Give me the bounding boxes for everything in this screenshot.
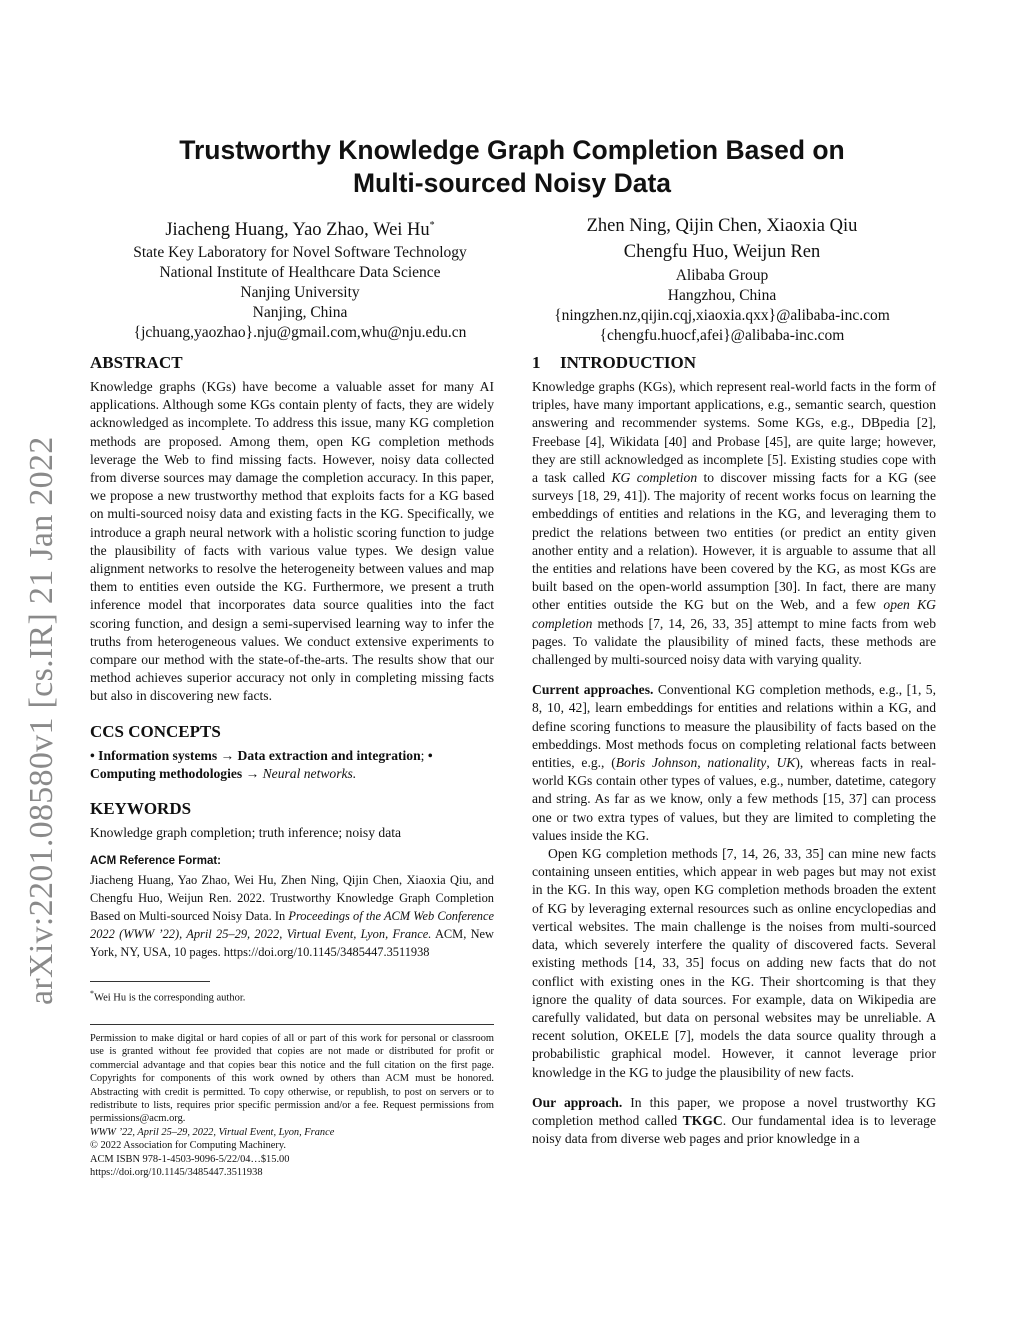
author-email: {ningzhen.nz,qijin.cqj,xiaoxia.qxx}@alibaba-inc.com [554,307,890,324]
intro-paragraph-open-kg: Open KG completion methods [7, 14, 26, 33, 35] can mine new facts containing unseen entities, which appear in web pages but may not exist in the KG. In this way, open KG completion methods broaden the extent of KG by leveraging external resources such as online encyclopedias and vertical websites. The main challenge is the noises from multi-sourced data, which severely interfere the quality of discovered facts. Several existing methods [14, 33, 35] focus on adding new facts that do not conflict with existing ones in the KG. Their shortcoming is that they ignore the quality of data sources. For example, data on Wikipedia are carefully validated, but data on personal websites may be unreliable. A recent solution, OKELE [7], models the data source quality through a probabilistic graphical model. However, it cannot leverage prior knowledge in the KG to judge the plausibility of new facts. [532,846,936,1080]
arrow-icon: → [245,765,260,781]
paper-title [90,134,934,200]
ccs-item: Neural networks. [262,765,357,781]
ccs-item: Information systems [98,747,218,763]
doi-link[interactable]: https://doi.org/10.1145/3485447.3511938 [90,1167,263,1179]
keywords-text: Knowledge graph completion; truth inference; noisy data [90,825,402,841]
intro-paragraph-current-approaches: Current approaches. Conventional KG completion methods, e.g., [1, 5, 8, 10, 42], learn embeddings for entities and relations within a KG, and define scoring functions to measure the plausibility of facts based on the embeddings. Most methods focus on completing relational facts between entities, e.g., (Boris Johnson, nationality, UK), whereas facts in real-world KGs contain other types of values, e.g., number, datetime, category and string. As far as we know, only a few methods [15, 37] can process one or two extra types of values, but they are limited to completing the values inside the KG. [532,682,936,843]
affiliation-line: National Institute of Healthcare Data Science [159,264,441,282]
isbn-line: ACM ISBN 978-1-4503-9096-5/22/04…$15.00 [90,1153,290,1165]
keywords-heading: KEYWORDS [90,799,192,819]
acm-reference-text: Jiacheng Huang, Yao Zhao, Wei Hu, Zhen Ning, Qijin Chen, Xiaoxia Qiu, and Chengfu Huo, Weijun Ren. 2022. Trustworthy Knowledge Graph Completion Based on Multi-sourced Noisy Data. In Proceedings of the ACM Web Conference 2022 (WWW ’22), April 25–29, 2022, Virtual Event, Lyon, France. ACM, New York, NY, USA, 10 pages. https://doi.org/10.1145/3485447.3511938 [90,873,494,959]
ccs-item: Data extraction and integration [237,747,421,763]
permission-text: Permission to make digital or hard copies of all or part of this work for personal or classroom use is granted without fee provided that copies are not made or distributed for profit or commercial advantage and that copies bear this notice and the full citation on the first page. Copyrights for components of this work owned by others than ACM must be honored. Abstracting with credit is permitted. To copy otherwise, or republish, to post on servers or to redistribute to lists, requires prior specific permission and/or a fee. Request permissions from permissions@acm.org. [90,1032,494,1125]
conference-venue: WWW ’22, April 25–29, 2022, Virtual Event, Lyon, France [90,1126,335,1138]
introduction-heading: 1 INTRODUCTION [532,353,697,372]
author-block-nju [90,214,510,343]
title-line-1: Trustworthy Knowledge Graph Completion Based on [179,135,845,165]
affiliation-line: Alibaba Group [675,267,769,284]
ccs-heading: CCS CONCEPTS [90,721,221,741]
affiliation-line: Hangzhou, China [667,287,777,304]
author-email: {chengfu.huocf,afei}@alibaba-inc.com [599,327,845,344]
right-column [532,352,936,1148]
left-column [90,352,494,1179]
corresponding-author-footnote: *Wei Hu is the corresponding author. [90,981,210,1006]
arxiv-identifier-stamp: arXiv:2201.08580v1 [cs.IR] 21 Jan 2022 [23,436,60,1005]
abstract-text: Knowledge graphs (KGs) have become a valuable asset for many AI applications. Although some KGs contain plenty of facts, they are widely acknowledged as incomplete. To address this issue, many KG completion methods are proposed. Among them, open KG completion methods leverage the Web to find missing facts. However, noisy data collected from diverse sources may damage the completion accuracy. In this paper, we propose a new trustworthy method that exploits facts for a KG based on multi-sourced noisy data and existing facts in the KG. Specifically, we introduce a graph neural network with a holistic scoring function to judge the plausibility of facts with various value types. We design value alignment networks to resolve the heterogeneity between values and map them to entities even outside the KG. Furthermore, we present a truth inference model that incorporates data source qualities into the fact scoring function, and design a semi-supervised learning way to infer the truths from heterogeneous values. We conduct extensive experiments to compare our method with the state-of-the-arts. The results show that our method achieves superior accuracy not only in completing missing facts but also in discovering new facts. [90,379,494,704]
author-names: Chengfu Huo, Weijun Ren [623,242,821,262]
copyright-line: © 2022 Association for Computing Machinery. [90,1140,286,1152]
title-line-2: Multi-sourced Noisy Data [352,168,672,198]
acm-reference-label: ACM Reference Format: [90,855,221,868]
permission-notice [90,1024,494,1179]
corresponding-author-mark: * [429,220,435,231]
ccs-concepts: • Information systems → Data extraction and integration; • Computing methodologies → Neural networks. [90,747,433,781]
intro-paragraph-our-approach: Our approach. In this paper, we propose a novel trustworthy KG completion method called TKGC. Our fundamental idea is to leverage noisy data from diverse web pages and prior knowledge in a [532,1094,936,1147]
arrow-icon: → [220,747,235,763]
affiliation-line: State Key Laboratory for Novel Software Technology [133,244,467,262]
affiliation-line: Nanjing University [240,284,360,302]
author-names: Jiacheng Huang, Yao Zhao, Wei Hu* [165,220,435,241]
affiliation-line: Nanjing, China [252,304,348,322]
author-email: {jchuang,yaozhao}.nju@gmail.com,whu@nju.edu.cn [133,324,467,342]
author-block-alibaba [512,214,932,346]
ccs-item: Computing methodologies [90,765,243,781]
author-names: Zhen Ning, Qijin Chen, Xiaoxia Qiu [586,216,858,236]
abstract-heading: ABSTRACT [90,353,183,372]
intro-paragraph-1: Knowledge graphs (KGs), which represent real-world facts in the form of triples, have many important applications, e.g., semantic search, question answering and recommender systems. Some KGs, e.g., DBpedia [2], Freebase [4], Wikidata [40] and Probase [45], are quite large; however, they are still acknowledged as incomplete [5]. Existing studies cope with a task called KG completion to discover missing facts for a KG (see surveys [18, 29, 41]). The majority of recent works focus on learning the embeddings of entities and relations in the KG, and leveraging them to predict the relations between two entities (or predict an entity given another entity and a relation). However, it is arguable to assume that all the entities and relations have been covered by the KG, as most KGs are built based on the open-world assumption [30]. In fact, there are many other entities outside the KG but on the Web, and a few open KG completion methods [7, 14, 26, 33, 35] attempt to mine facts from web pages. To validate the plausibility of mined facts, these methods are challenged by multi-sourced noisy data with varying quality. [532,379,936,668]
